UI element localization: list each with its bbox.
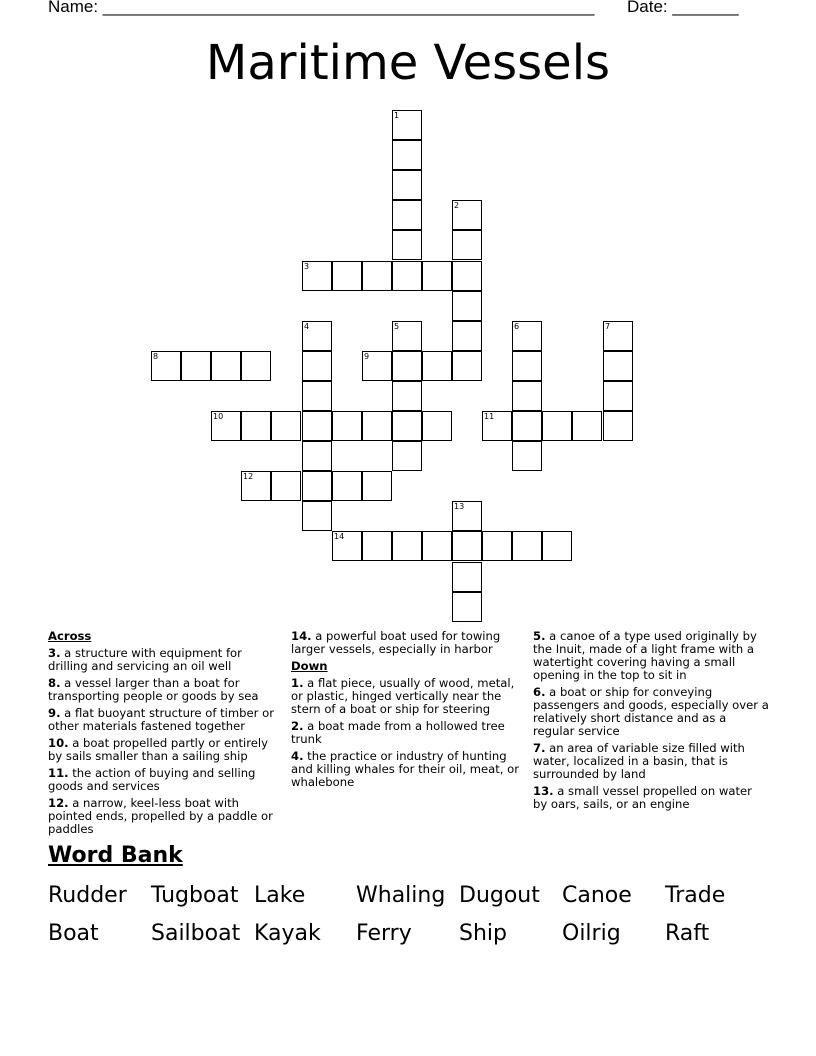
crossword-cell[interactable]: [422, 531, 452, 561]
crossword-cell[interactable]: [392, 140, 422, 170]
crossword-cell[interactable]: [482, 531, 512, 561]
clue-number: 13: [454, 502, 465, 511]
clue-across-10: 10. a boat propelled partly or entirely by sails smaller than a sailing ship: [48, 736, 268, 763]
crossword-cell[interactable]: [512, 531, 542, 561]
crossword-cell[interactable]: [302, 411, 332, 441]
clue-number: 8: [153, 352, 159, 361]
crossword-cell[interactable]: [512, 381, 542, 411]
clues-column-3: [533, 628, 769, 815]
crossword-cell[interactable]: [241, 471, 271, 501]
clue-number: 5: [394, 322, 400, 331]
clue-number: 11: [484, 412, 495, 421]
clue-down-13: 13. a small vessel propelled on water by oars, sails, or an engine: [533, 784, 752, 811]
word-bank-item: Lake: [254, 883, 306, 908]
clue-across-9: 9. a flat buoyant structure of timber or other materials fastened together: [48, 706, 274, 733]
crossword-cell[interactable]: [392, 261, 422, 291]
crossword-cell[interactable]: [362, 531, 392, 561]
word-bank-item: Tugboat: [151, 883, 239, 908]
crossword-cell[interactable]: [482, 411, 512, 441]
crossword-cell[interactable]: [362, 411, 392, 441]
clue-across-14: 14. a powerful boat used for towing larger vessels, especially in harbor: [291, 629, 501, 656]
word-bank-item: Sailboat: [151, 921, 241, 946]
crossword-cell[interactable]: [603, 381, 633, 411]
clue-across-11: 11. the action of buying and selling goods and services: [48, 766, 256, 793]
word-bank-item: Raft: [665, 921, 710, 946]
crossword-cell[interactable]: [181, 351, 211, 381]
crossword-cell[interactable]: [332, 411, 362, 441]
crossword-cell[interactable]: [392, 531, 422, 561]
down-heading: Down: [291, 659, 328, 673]
clue-number: 10: [213, 412, 224, 421]
clues-column-2: [291, 628, 523, 793]
crossword-cell[interactable]: [452, 230, 482, 260]
crossword-cell[interactable]: [241, 351, 271, 381]
crossword-cell[interactable]: [271, 471, 301, 501]
name-field-label: Name: ____________________________________________________: [48, 0, 595, 16]
crossword-cell[interactable]: [603, 411, 633, 441]
crossword-cell[interactable]: [512, 351, 542, 381]
crossword-cell[interactable]: [512, 441, 542, 471]
word-bank-item: Ship: [459, 921, 507, 946]
word-bank-item: Kayak: [254, 921, 321, 946]
clue-across-12: 12. a narrow, keel-less boat with pointed ends, propelled by a paddle or paddles: [48, 796, 273, 836]
clue-down-7: 7. an area of variable size filled with water, localized in a basin, that is surrounded by land: [533, 741, 745, 781]
word-bank-item: Rudder: [48, 883, 127, 908]
crossword-cell[interactable]: [392, 411, 422, 441]
clue-across-3: 3. a structure with equipment for drilling and servicing an oil well: [48, 646, 242, 673]
crossword-cell[interactable]: [512, 411, 542, 441]
crossword-cell[interactable]: [512, 321, 542, 351]
clue-down-1: 1. a flat piece, usually of wood, metal, or plastic, hinged vertically near the stern of a boat or ship for steering: [291, 676, 515, 716]
crossword-cell[interactable]: [603, 351, 633, 381]
crossword-cell[interactable]: [392, 170, 422, 200]
crossword-cell[interactable]: [211, 411, 241, 441]
crossword-cell[interactable]: [572, 411, 602, 441]
clue-down-6: 6. a boat or ship for conveying passengers and goods, especially over a relatively short distance and as a regular service: [533, 685, 769, 738]
crossword-cell[interactable]: [302, 501, 332, 531]
word-bank-item: Canoe: [562, 883, 632, 908]
crossword-cell[interactable]: [392, 351, 422, 381]
clue-number: 6: [514, 322, 520, 331]
crossword-cell[interactable]: [392, 200, 422, 230]
crossword-cell[interactable]: [452, 351, 482, 381]
word-bank-title: Word Bank: [48, 843, 183, 868]
crossword-cell[interactable]: [452, 531, 482, 561]
clue-down-2: 2. a boat made from a hollowed tree trunk: [291, 719, 505, 746]
clue-number: 1: [394, 111, 400, 120]
word-bank-item: Whaling: [356, 883, 446, 908]
crossword-cell[interactable]: [422, 261, 452, 291]
clue-number: 4: [304, 322, 310, 331]
clue-number: 2: [454, 201, 460, 210]
word-bank-item: Ferry: [356, 921, 412, 946]
word-bank-item: Oilrig: [562, 921, 621, 946]
crossword-cell[interactable]: [302, 381, 332, 411]
crossword-cell[interactable]: [151, 351, 181, 381]
page-title: Maritime Vessels: [205, 35, 611, 91]
crossword-cell[interactable]: [392, 110, 422, 140]
crossword-cell[interactable]: [302, 441, 332, 471]
date-field-label: Date: _______: [627, 0, 739, 16]
crossword-cell[interactable]: [452, 592, 482, 622]
clue-number: 14: [334, 532, 345, 541]
crossword-cell[interactable]: [452, 261, 482, 291]
crossword-cell[interactable]: [362, 261, 392, 291]
clue-number: 12: [243, 472, 254, 481]
clues-column-1: [48, 628, 280, 840]
crossword-cell[interactable]: [452, 321, 482, 351]
crossword-cell[interactable]: [241, 411, 271, 441]
crossword-cell[interactable]: [392, 321, 422, 351]
crossword-cell[interactable]: [362, 351, 392, 381]
crossword-cell[interactable]: [332, 261, 362, 291]
crossword-cell[interactable]: [542, 411, 572, 441]
crossword-cell[interactable]: [271, 411, 301, 441]
crossword-cell[interactable]: [332, 471, 362, 501]
crossword-cell[interactable]: [452, 501, 482, 531]
crossword-cell[interactable]: [211, 351, 241, 381]
crossword-cell[interactable]: [542, 531, 572, 561]
crossword-cell[interactable]: [392, 230, 422, 260]
word-bank-item: Dugout: [459, 883, 540, 908]
crossword-cell[interactable]: [452, 200, 482, 230]
word-bank-item: Trade: [665, 883, 726, 908]
across-heading: Across: [48, 629, 92, 643]
crossword-cell[interactable]: [452, 291, 482, 321]
crossword-cell[interactable]: [302, 351, 332, 381]
crossword-cell[interactable]: [302, 321, 332, 351]
clue-down-4: 4. the practice or industry of hunting and killing whales for their oil, meat, or whalebone: [291, 749, 520, 789]
crossword-cell[interactable]: [422, 411, 452, 441]
crossword-cell[interactable]: [332, 531, 362, 561]
crossword-cell[interactable]: [302, 261, 332, 291]
clue-down-5: 5. a canoe of a type used originally by the Inuit, made of a light frame with a watertight covering having a small opening in the top to sit in: [533, 629, 757, 682]
clue-number: 3: [304, 262, 310, 271]
crossword-cell[interactable]: [392, 441, 422, 471]
crossword-cell[interactable]: [603, 321, 633, 351]
crossword-cell[interactable]: [302, 471, 332, 501]
crossword-cell[interactable]: [452, 562, 482, 592]
word-bank-item: Boat: [48, 921, 99, 946]
clue-across-8: 8. a vessel larger than a boat for transporting people or goods by sea: [48, 676, 259, 703]
clue-number: 7: [605, 322, 611, 331]
crossword-cell[interactable]: [392, 381, 422, 411]
crossword-cell[interactable]: [362, 471, 392, 501]
crossword-cell[interactable]: [422, 351, 452, 381]
clue-number: 9: [364, 352, 370, 361]
